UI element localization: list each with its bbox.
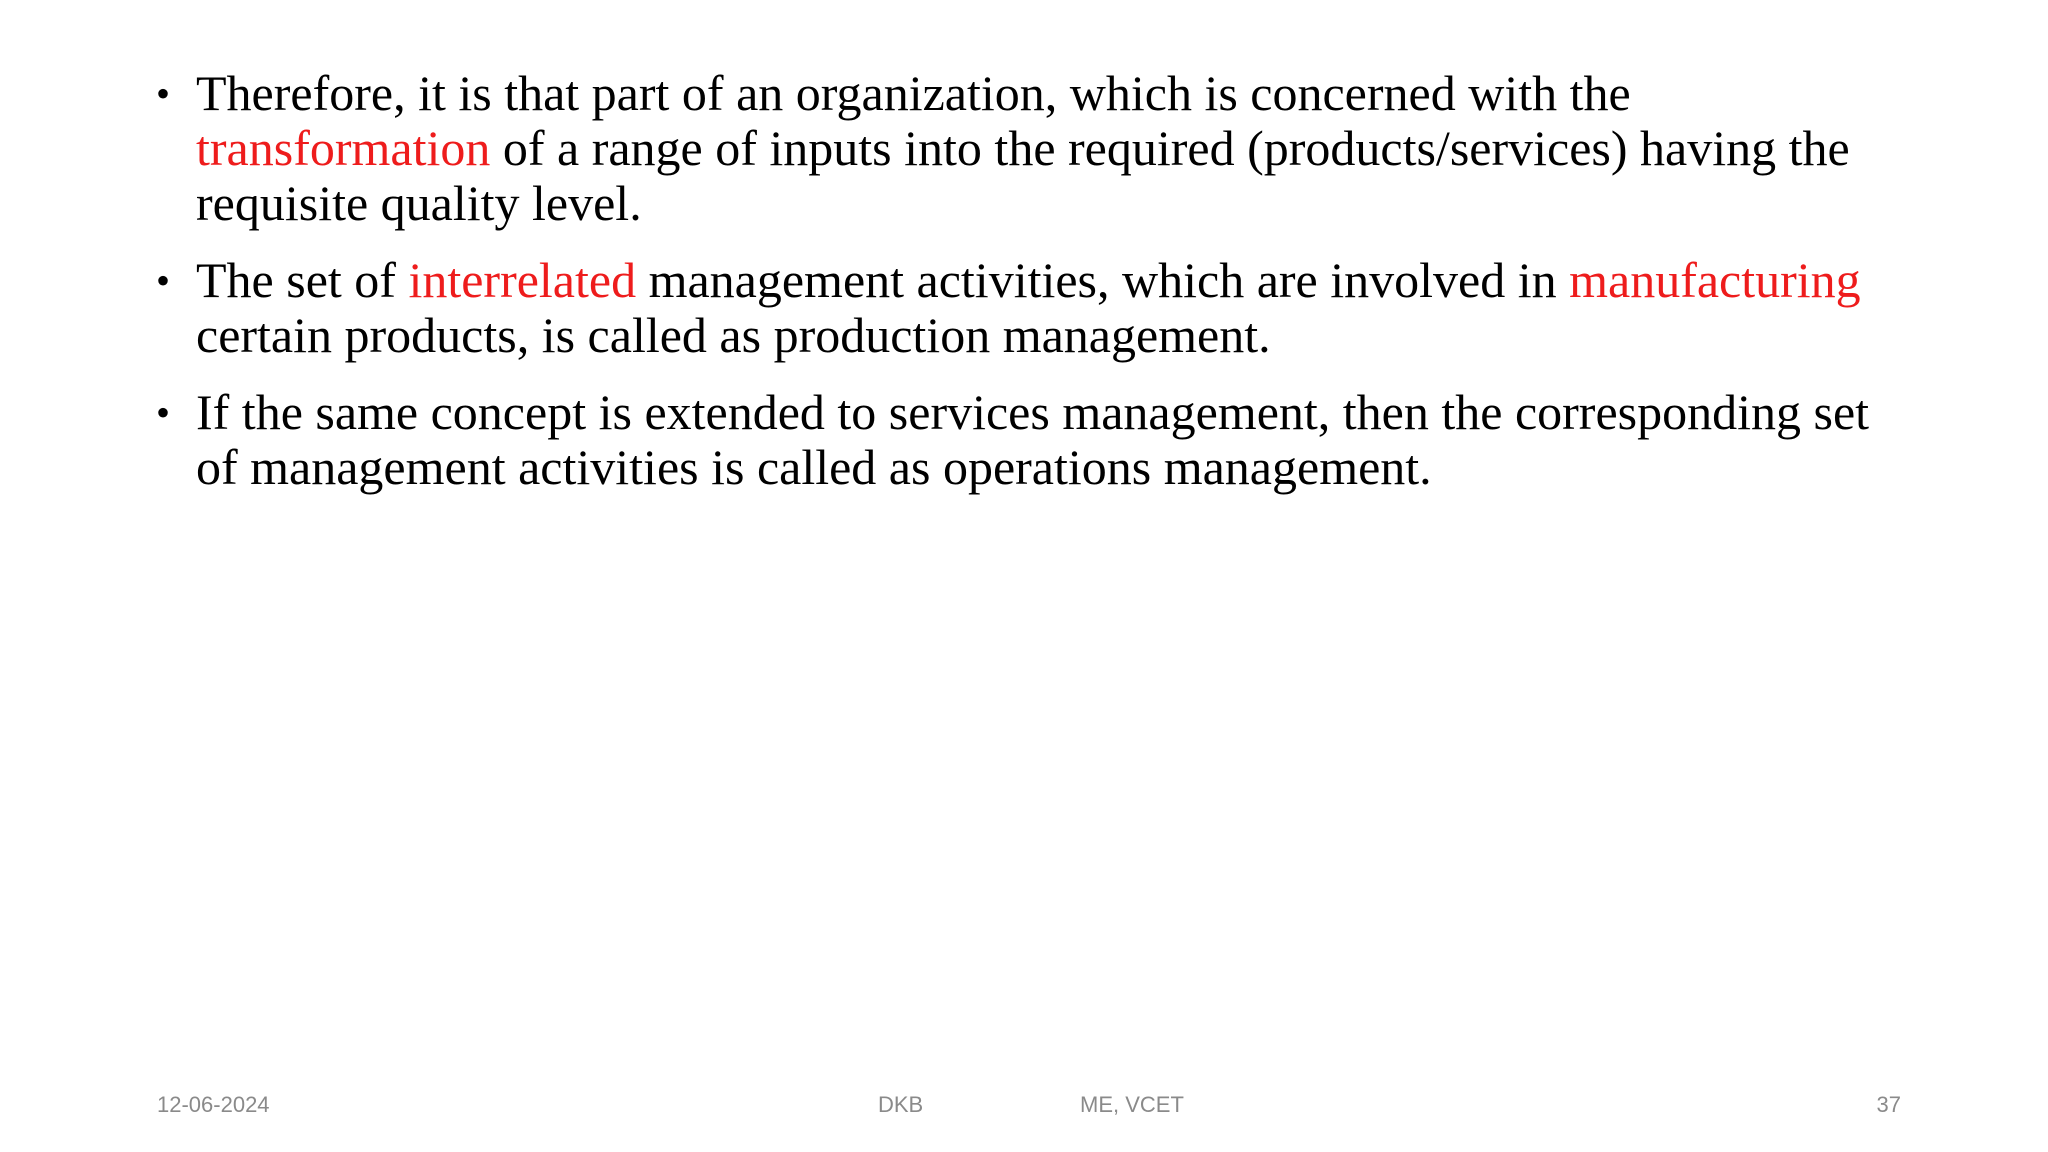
bullet-item <box>156 66 1916 231</box>
footer-department: ME, VCET <box>1080 1092 1184 1117</box>
bullet-text-segment: Therefore, it is that part of an organization, which is concerned with the <box>196 65 1631 121</box>
bullet-list <box>156 66 1916 495</box>
footer-author: DKB <box>878 1092 924 1117</box>
bullet-text-segment: management activities, which are involved in <box>636 252 1570 308</box>
bullet-item <box>156 253 1916 363</box>
bullet-text-segment: of a range of inputs into the required (products/services) having the requisite quality level. <box>196 120 1850 231</box>
bullet-icon: • <box>156 258 171 303</box>
slide-body <box>156 66 1916 517</box>
highlighted-term: interrelated <box>408 252 637 308</box>
bullet-text-segment: The set of <box>196 252 409 308</box>
bullet-text-segment: If the same concept is extended to services management, then the corresponding set of management activities is called as operations management. <box>196 384 1870 495</box>
slide-number: 37 <box>1876 1092 1901 1117</box>
bullet-text-segment: certain products, is called as production management. <box>196 307 1271 363</box>
bullet-icon: • <box>156 71 171 116</box>
highlighted-term: transformation <box>196 120 491 176</box>
bullet-item <box>156 385 1916 495</box>
footer-date: 12-06-2024 <box>157 1092 270 1117</box>
bullet-icon: • <box>156 390 171 435</box>
highlighted-term: manufacturing <box>1569 252 1861 308</box>
